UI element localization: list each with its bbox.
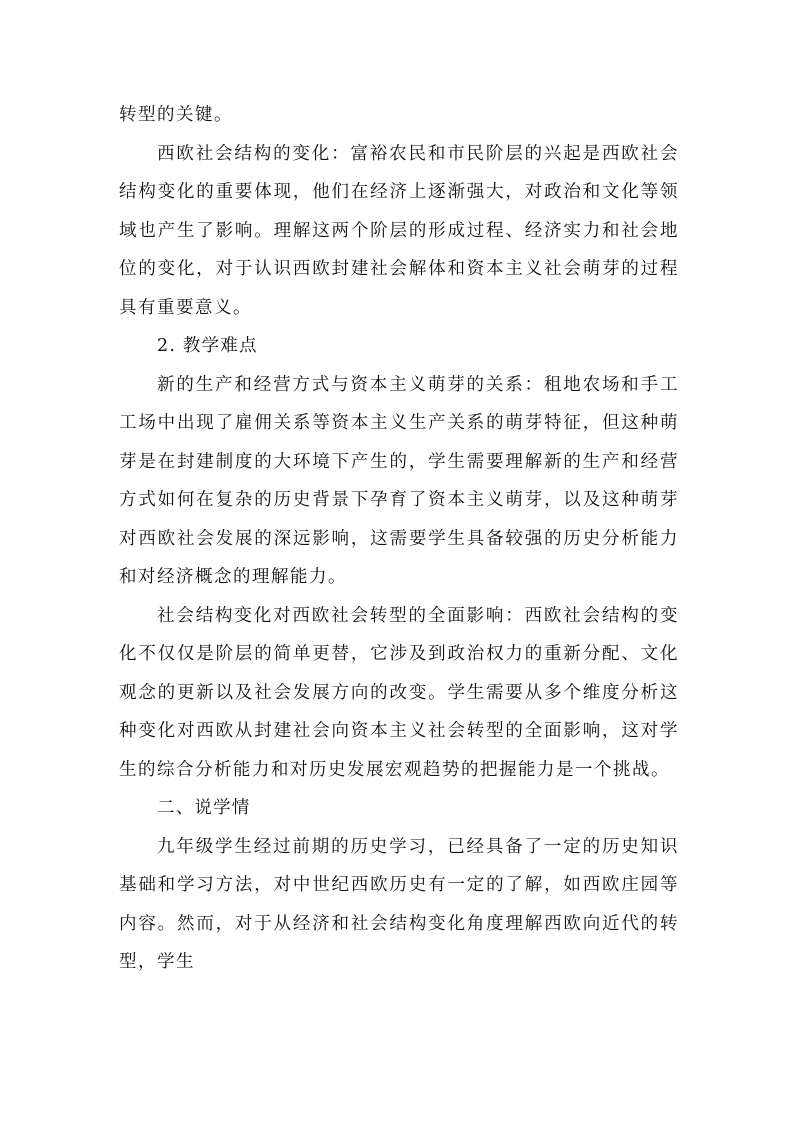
section-heading-teaching-difficulties: 2. 教学难点 [157, 336, 258, 356]
document-body [119, 96, 679, 982]
paragraph-social-transformation: 社会结构变化对西欧社会转型的全面影响：西欧社会结构的变化不仅仅是阶层的简单更替，它涉及到政治权力的重新分配、文化观念的更新以及社会发展方向的改变。学生需要从多个维度分析这种变化对西欧从封建社会向资本主义社会转型的全面影响，这对学生的综合分析能力和对历史发展宏观趋势的把握能力是一个挑战。 [119, 605, 679, 780]
paragraph-student-background: 九年级学生经过前期的历史学习，已经具备了一定的历史知识基础和学习方法，对中世纪西欧历史有一定的了解，如西欧庄园等内容。然而，对于从经济和社会结构变化角度理解西欧向近代的转型，学生 [119, 836, 679, 972]
paragraph-continuation: 转型的关键。 [119, 105, 233, 125]
paragraph-social-structure: 西欧社会结构的变化：富裕农民和市民阶层的兴起是西欧社会结构变化的重要体现，他们在经济上逐渐强大，对政治和文化等领域也产生了影响。理解这两个阶层的形成过程、经济实力和社会地位的变化，对于认识西欧封建社会解体和资本主义社会萌芽的过程具有重要意义。 [119, 143, 679, 318]
paragraph-production-modes: 新的生产和经营方式与资本主义萌芽的关系：租地农场和手工工场中出现了雇佣关系等资本主义生产关系的萌芽特征，但这种萌芽是在封建制度的大环境下产生的，学生需要理解新的生产和经营方式如何在复杂的历史背景下孕育了资本主义萌芽，以及这种萌芽对西欧社会发展的深远影响，这需要学生具备较强的历史分析能力和对经济概念的理解能力。 [119, 374, 679, 587]
section-heading-student-analysis: 二、说学情 [157, 798, 251, 818]
